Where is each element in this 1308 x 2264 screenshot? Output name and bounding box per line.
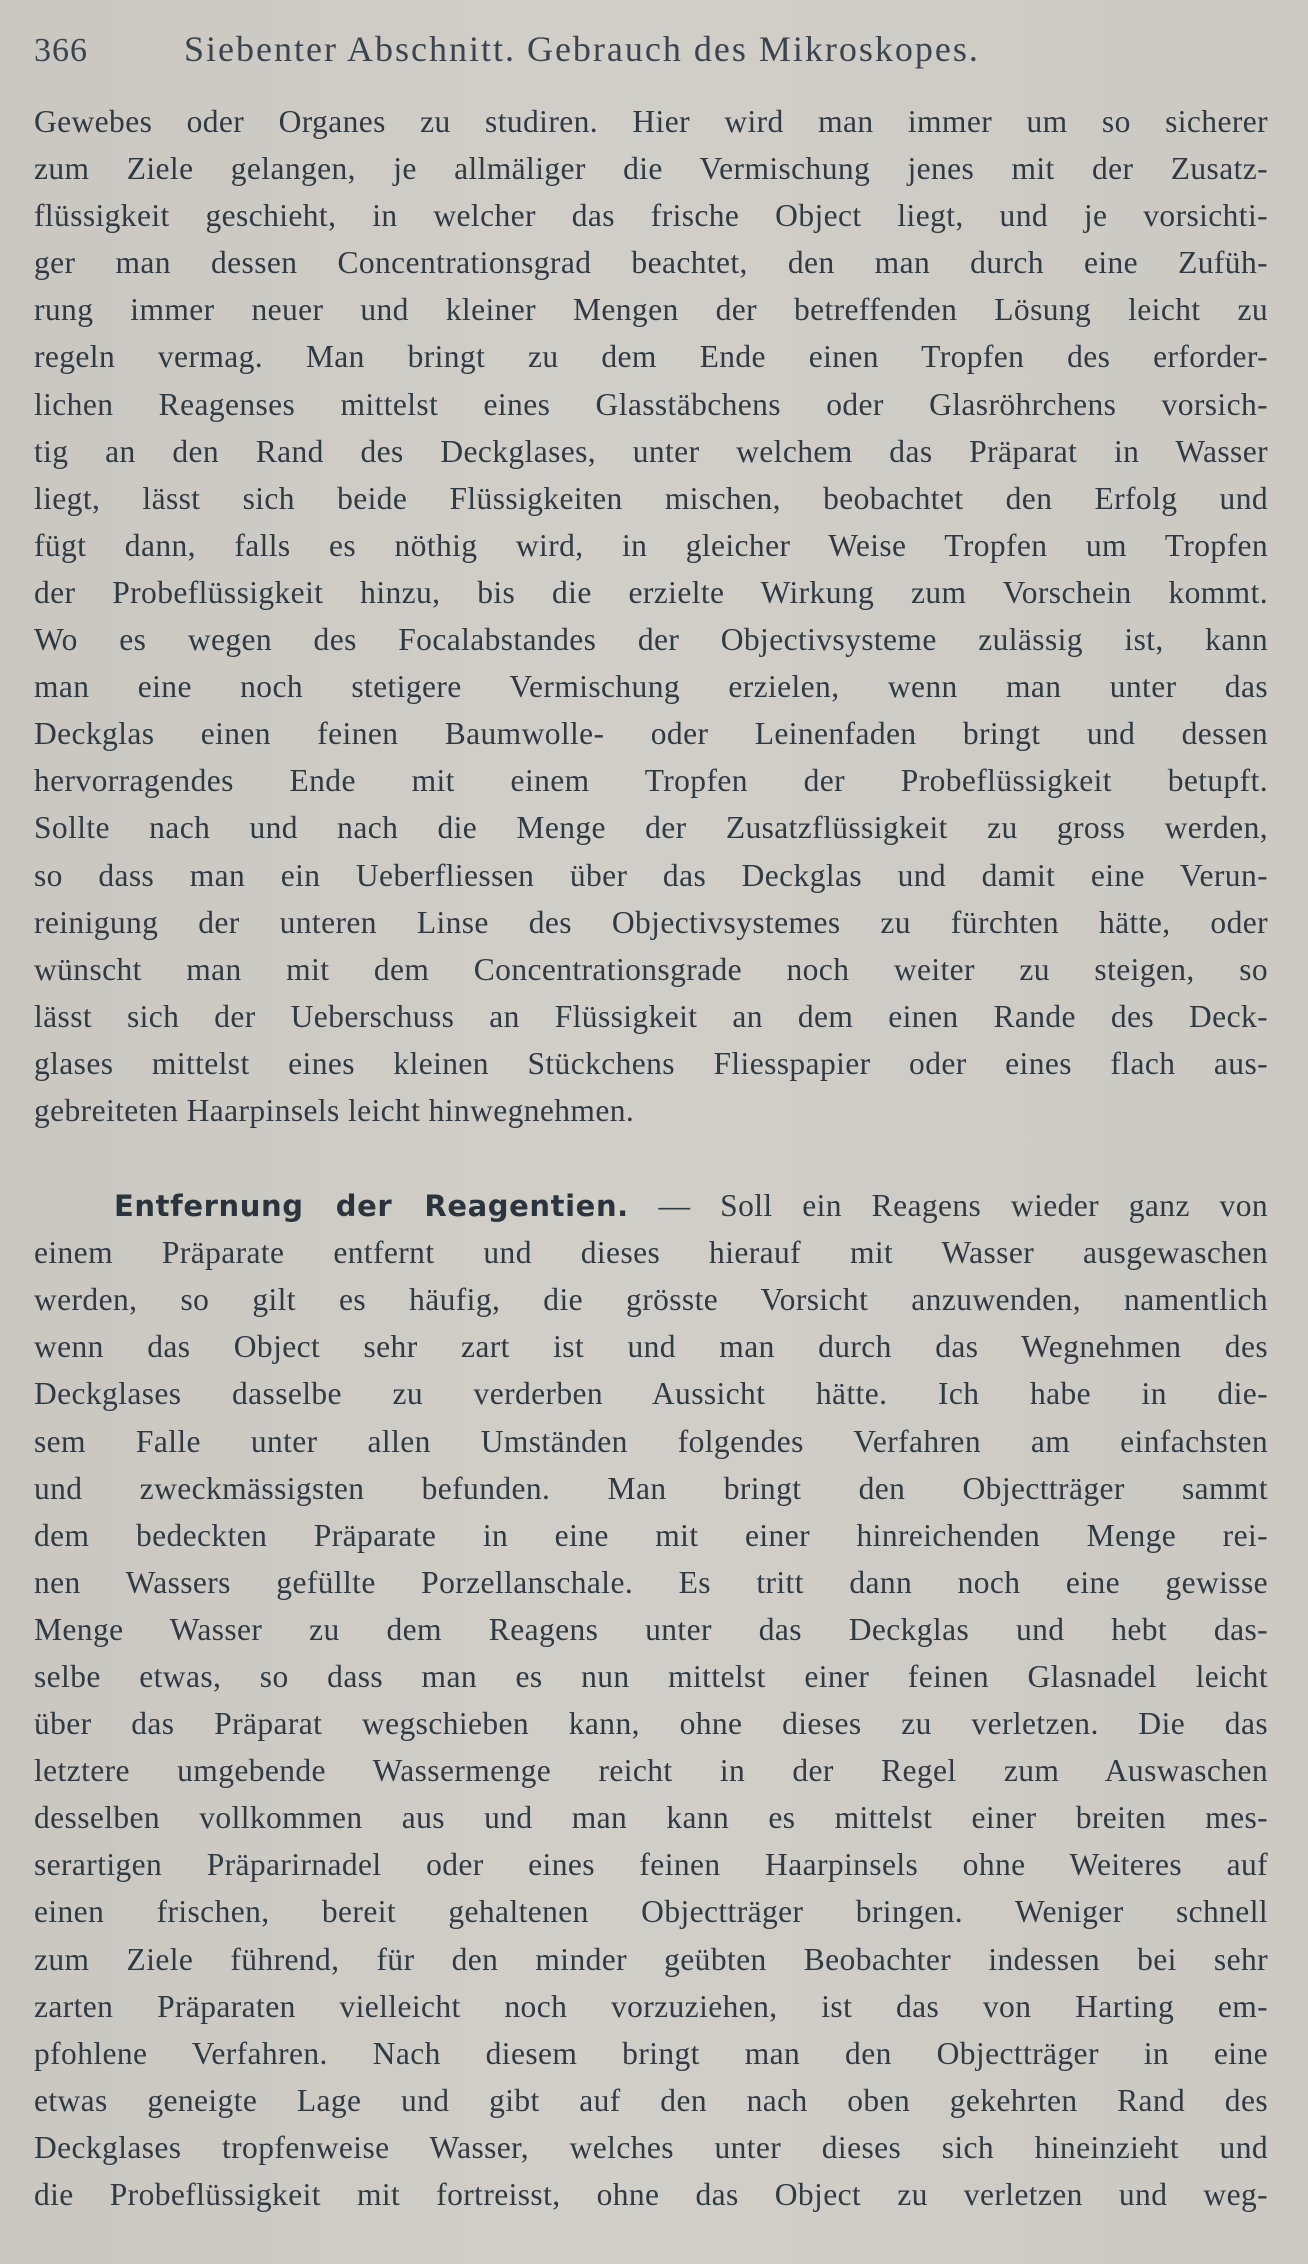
heading-line bbox=[34, 1182, 1268, 1229]
text-line: einen frischen, bereit gehaltenen Objectträger bringen. Weniger schnell bbox=[34, 1894, 1268, 1930]
text-line: fügt dann, falls es nöthig wird, in gleicher Weise Tropfen um Tropfen bbox=[34, 527, 1268, 563]
text-line: wünscht man mit dem Concentrationsgrade noch weiter zu steigen, so bbox=[34, 951, 1268, 987]
text-line: man eine noch stetigere Vermischung erzielen, wenn man unter das bbox=[34, 669, 1268, 705]
text-line: rung immer neuer und kleiner Mengen der betreffenden Lösung leicht zu bbox=[34, 292, 1268, 328]
text-line: sem Falle unter allen Umständen folgendes Verfahren am einfachsten bbox=[34, 1423, 1268, 1459]
text-line: die Probeflüssigkeit mit fortreisst, ohne das Object zu verletzen und weg- bbox=[34, 2177, 1268, 2213]
heading-line-text: — Soll ein Reagens wieder ganz von bbox=[658, 1188, 1268, 1224]
text-line: Wo es wegen des Focalabstandes der Objectivsysteme zulässig ist, kann bbox=[34, 622, 1268, 658]
text-line: so dass man ein Ueberfliessen über das Deckglas und damit eine Verun- bbox=[34, 857, 1268, 893]
text-line: nen Wassers gefüllte Porzellanschale. Es tritt dann noch eine gewisse bbox=[34, 1564, 1268, 1600]
text-line: serartigen Präparirnadel oder eines feinen Haarpinsels ohne Weiteres auf bbox=[34, 1847, 1268, 1883]
text-line: Deckglases dasselbe zu verderben Aussicht hätte. Ich habe in die- bbox=[34, 1376, 1268, 1412]
text-line: und zweckmässigsten befunden. Man bringt den Objectträger sammt bbox=[34, 1470, 1268, 1506]
paragraph-2 bbox=[34, 1182, 1268, 2218]
text-line: Menge Wasser zu dem Reagens unter das Deckglas und hebt das- bbox=[34, 1611, 1268, 1647]
text-line: zarten Präparaten vielleicht noch vorzuziehen, ist das von Harting em- bbox=[34, 1988, 1268, 2024]
text-line: reinigung der unteren Linse des Objectivsystemes zu fürchten hätte, oder bbox=[34, 904, 1268, 940]
text-line: regeln vermag. Man bringt zu dem Ende einen Tropfen des erforder- bbox=[34, 339, 1268, 375]
paragraph-1 bbox=[34, 98, 1268, 1134]
section-heading: Entfernung der Reagentien. bbox=[114, 1189, 629, 1224]
text-line: flüssigkeit geschieht, in welcher das frische Object liegt, und je vorsichti- bbox=[34, 198, 1268, 234]
text-line: Deckglas einen feinen Baumwolle- oder Leinenfaden bringt und dessen bbox=[34, 716, 1268, 752]
text-line: wenn das Object sehr zart ist und man durch das Wegnehmen des bbox=[34, 1329, 1268, 1365]
text-line: Sollte nach und nach die Menge der Zusatzflüssigkeit zu gross werden, bbox=[34, 810, 1268, 846]
text-line: letztere umgebende Wassermenge reicht in der Regel zum Auswaschen bbox=[34, 1753, 1268, 1789]
text-line: desselben vollkommen aus und man kann es mittelst einer breiten mes- bbox=[34, 1800, 1268, 1836]
text-line: zum Ziele gelangen, je allmäliger die Vermischung jenes mit der Zusatz- bbox=[34, 151, 1268, 187]
text-line: einem Präparate entfernt und dieses hierauf mit Wasser ausgewaschen bbox=[34, 1235, 1268, 1271]
text-line: zum Ziele führend, für den minder geübten Beobachter indessen bei sehr bbox=[34, 1941, 1268, 1977]
text-line: über das Präparat wegschieben kann, ohne dieses zu verletzen. Die das bbox=[34, 1706, 1268, 1742]
text-line: lichen Reagenses mittelst eines Glasstäbchens oder Glasröhrchens vorsich- bbox=[34, 386, 1268, 422]
text-line: ger man dessen Concentrationsgrad beachtet, den man durch eine Zufüh- bbox=[34, 245, 1268, 281]
text-line: werden, so gilt es häufig, die grösste Vorsicht anzuwenden, namentlich bbox=[34, 1282, 1268, 1318]
text-line: hervorragendes Ende mit einem Tropfen der Probeflüssigkeit betupft. bbox=[34, 763, 1268, 799]
text-line: etwas geneigte Lage und gibt auf den nach oben gekehrten Rand des bbox=[34, 2082, 1268, 2118]
text-line: dem bedeckten Präparate in eine mit einer hinreichenden Menge rei- bbox=[34, 1517, 1268, 1553]
text-line: selbe etwas, so dass man es nun mittelst einer feinen Glasnadel leicht bbox=[34, 1659, 1268, 1694]
text-line: lässt sich der Ueberschuss an Flüssigkeit an dem einen Rande des Deck- bbox=[34, 998, 1268, 1034]
text-line: Gewebes oder Organes zu studiren. Hier wird man immer um so sicherer bbox=[34, 104, 1268, 139]
text-line: glases mittelst eines kleinen Stückchens Fliesspapier oder eines flach aus- bbox=[34, 1045, 1268, 1081]
running-head bbox=[34, 28, 1268, 88]
text-line: pfohlene Verfahren. Nach diesem bringt man den Objectträger in eine bbox=[34, 2035, 1268, 2071]
text-line: liegt, lässt sich beide Flüssigkeiten mischen, beobachtet den Erfolg und bbox=[34, 480, 1268, 516]
page-number: 366 bbox=[34, 32, 88, 69]
text-line: gebreiteten Haarpinsels leicht hinwegnehmen. bbox=[34, 1092, 635, 1128]
text-line: der Probeflüssigkeit hinzu, bis die erzielte Wirkung zum Vorschein kommt. bbox=[34, 574, 1268, 610]
text-line: tig an den Rand des Deckglases, unter welchem das Präparat in Wasser bbox=[34, 433, 1268, 469]
text-line: Deckglases tropfenweise Wasser, welches unter dieses sich hineinzieht und bbox=[34, 2129, 1268, 2165]
running-head-title: Siebenter Abschnitt. Gebrauch des Mikroskopes. bbox=[184, 29, 980, 69]
